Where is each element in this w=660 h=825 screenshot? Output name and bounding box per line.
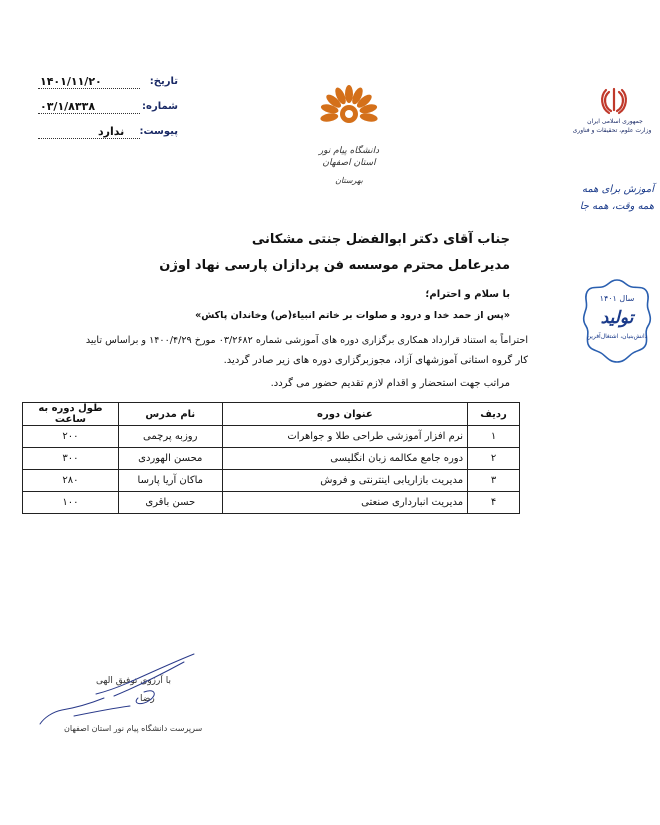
header-duration: طول دوره به ساعت xyxy=(23,403,119,426)
body-line-2: کار گروه استانی آموزشهای آزاد، مجوزبرگزاری دوره های زیر صادر گردید. xyxy=(223,355,528,366)
slogan-line1: آموزش برای همه xyxy=(581,184,654,195)
handwritten-signature-icon xyxy=(34,648,204,728)
attachment-row xyxy=(38,126,178,144)
closing-line: مراتب جهت استحضار و اقدام لازم تقدیم حضور می گردد. xyxy=(270,378,510,389)
attachment-value: ندارد xyxy=(98,125,125,138)
table-row xyxy=(23,492,520,514)
course-duration: ۳۰۰ xyxy=(23,448,119,470)
row-number: ۱ xyxy=(468,426,520,448)
attachment-dots xyxy=(38,138,140,139)
date-label: تاریخ: xyxy=(149,76,178,87)
instructor-name: روزبه پرچمی xyxy=(118,426,222,448)
row-number: ۳ xyxy=(468,470,520,492)
year-badge-sub: دانش‌بنیان، اشتغال‌آفرین xyxy=(586,333,648,340)
course-title: مدیریت انبارداری صنعتی xyxy=(222,492,467,514)
table-row xyxy=(23,448,520,470)
slogan-line2: همه وقت، همه جا xyxy=(579,201,654,212)
signature-line2: رضا xyxy=(140,694,155,704)
greeting: با سلام و احترام؛ xyxy=(425,289,510,300)
ministry-line2: وزارت علوم، تحقیقات و فناوری xyxy=(572,127,652,134)
number-label: شماره: xyxy=(142,101,178,112)
course-duration: ۲۸۰ xyxy=(23,470,119,492)
number-value: ۰۳/۱/۸۳۳۸ xyxy=(40,100,96,113)
row-number: ۲ xyxy=(468,448,520,470)
course-title: مدیریت بازاریابی اینترنتی و فروش xyxy=(222,470,467,492)
attachment-label: پیوست: xyxy=(139,126,178,137)
recipient-name: جناب آقای دکتر ابوالفضل جنتی مشکانی xyxy=(251,232,510,247)
year-badge-word: تولید xyxy=(600,308,634,328)
year-badge-year: سال ۱۴۰۱ xyxy=(599,294,635,303)
signature-line1: با آرزوی توفیق الهی xyxy=(96,676,171,686)
university-name: دانشگاه پیام نور xyxy=(318,146,380,156)
header-course-title: عنوان دوره xyxy=(222,403,467,426)
row-number: ۴ xyxy=(468,492,520,514)
praise-line: «پس از حمد خدا و درود و صلوات بر خاتم انبیاء(ص) وخاندان پاکش» xyxy=(195,310,510,321)
signature-line3: سرپرست دانشگاه پیام نور استان اصفهان xyxy=(64,724,203,733)
courses-table xyxy=(22,402,520,514)
instructor-name: محسن الهوردی xyxy=(118,448,222,470)
table-header-row xyxy=(23,403,520,426)
course-title: دوره جامع مکالمه زبان انگلیسی xyxy=(222,448,467,470)
number-row xyxy=(38,101,178,119)
number-dots xyxy=(38,113,140,114)
course-duration: ۱۰۰ xyxy=(23,492,119,514)
instructor-name: ماکان آریا پارسا xyxy=(118,470,222,492)
date-dots xyxy=(38,88,140,89)
table-row xyxy=(23,426,520,448)
instructor-name: حسن باقری xyxy=(118,492,222,514)
recipient-title: مدیرعامل محترم موسسه فن پردازان پارسی نهاد اوژن xyxy=(159,258,510,273)
date-row xyxy=(38,76,178,94)
university-city: بهرستان xyxy=(335,176,363,185)
date-value: ۱۴۰۱/۱۱/۲۰ xyxy=(40,75,102,88)
ministry-line1: جمهوری اسلامی ایران xyxy=(587,118,643,125)
body-line-1: احتراماً به استناد قرارداد همکاری برگزاری دوره های آموزشی شماره ۰۳/۲۶۸۲ مورخ ۱۴۰۰/۴/۲۹ و براساس تایید xyxy=(85,335,528,346)
university-logo-icon xyxy=(312,80,386,144)
header-row-number: ردیف xyxy=(468,403,520,426)
header-instructor: نام مدرس xyxy=(118,403,222,426)
table-row xyxy=(23,470,520,492)
university-province: استان اصفهان xyxy=(322,158,376,168)
iran-emblem-icon xyxy=(599,86,629,116)
course-title: نرم افزار آموزشی طراحی طلا و جواهرات xyxy=(222,426,467,448)
course-duration: ۲۰۰ xyxy=(23,426,119,448)
